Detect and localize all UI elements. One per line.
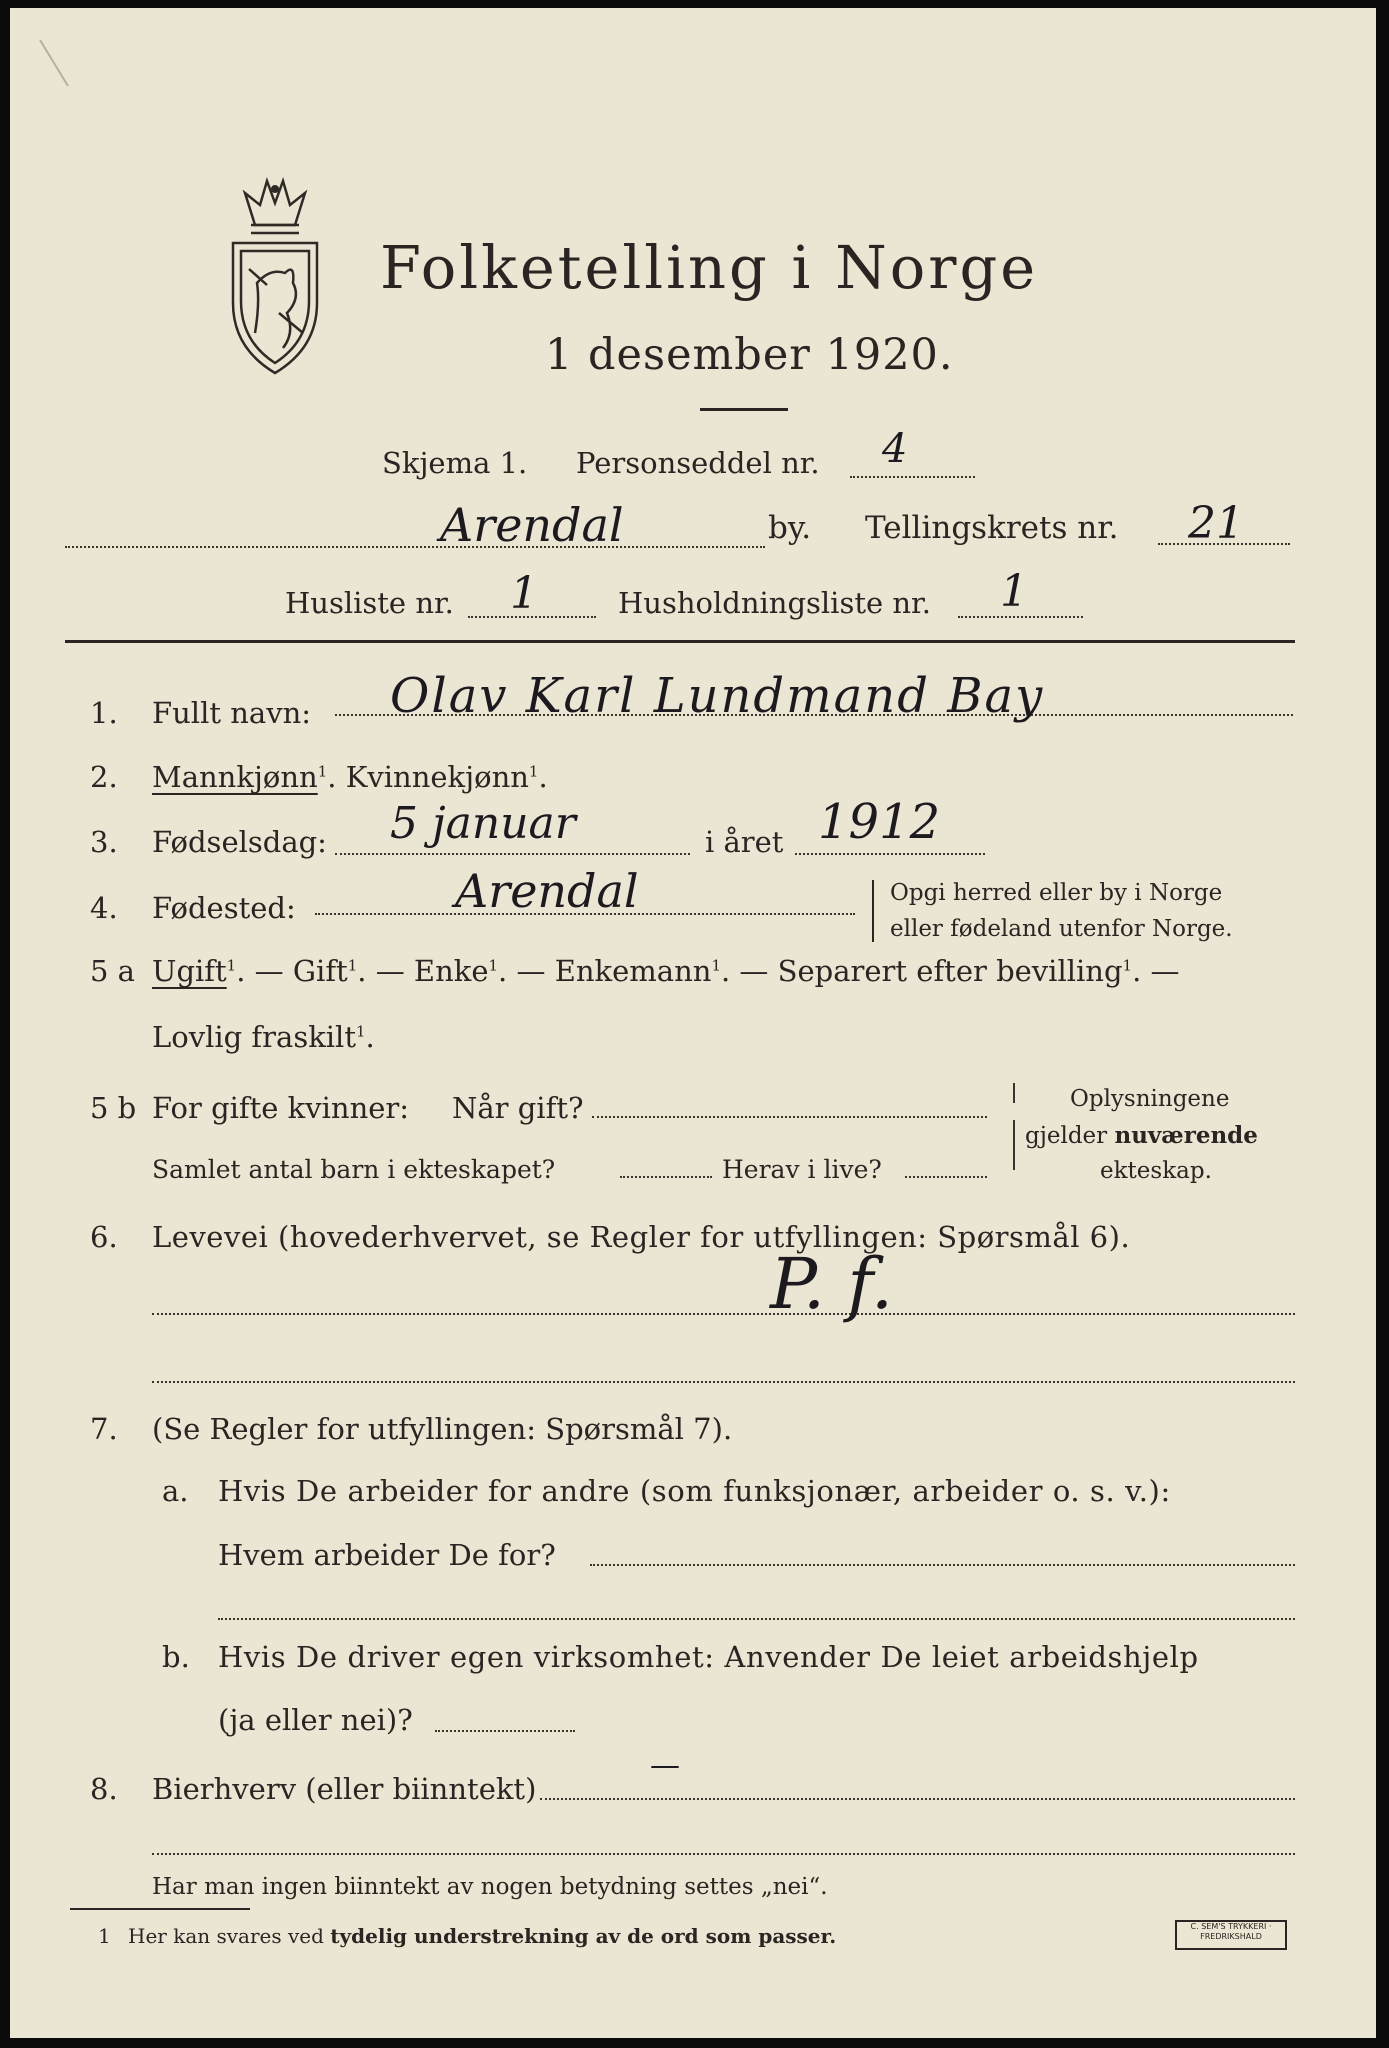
marital-fraskilt[interactable]: Lovlig fraskilt [152, 1020, 356, 1054]
q7b-question: (ja eller nei)? [218, 1703, 413, 1737]
q5b-divider [1013, 1083, 1015, 1103]
gender-period: . [538, 760, 548, 794]
title-divider [700, 408, 788, 411]
footnote-text-a: Her kan svares ved [128, 1924, 324, 1948]
footnote-ref: 1 [355, 1022, 366, 1041]
census-date: 1 desember 1920. [545, 330, 954, 380]
header-rule [65, 640, 1295, 643]
children-line[interactable] [620, 1176, 712, 1178]
hired-help-line[interactable] [435, 1730, 575, 1732]
side-income-line-2 [152, 1853, 1295, 1855]
q4-note-1: Opgi herred eller by i Norge [890, 880, 1223, 906]
coat-of-arms-icon [215, 173, 335, 378]
separator: — [254, 954, 284, 988]
footnote-ref: 1 [488, 956, 499, 975]
q7-label: (Se Regler for utfyllingen: Spørsmål 7). [152, 1412, 733, 1446]
q1-label: Fullt navn: [152, 696, 312, 730]
footnote-ref: 1 [347, 956, 358, 975]
separator: — [516, 954, 546, 988]
q5b-number: 5 b [90, 1091, 137, 1125]
gender-options [152, 760, 548, 794]
q7b-letter: b. [162, 1640, 190, 1674]
employer-line-2[interactable] [218, 1618, 1295, 1620]
husliste-label: Husliste nr. [285, 586, 454, 620]
footnote-ref: 1 [711, 956, 721, 975]
birthday-line [335, 853, 690, 855]
footnote-ref: 1 [528, 762, 539, 781]
marital-fraskilt-row: Lovlig fraskilt$^1$. [152, 1020, 375, 1054]
husliste-value[interactable]: 1 [510, 568, 538, 619]
q6-label: Levevei (hovederhvervet, se Regler for utfyllingen: Spørsmål 6). [152, 1220, 1131, 1254]
q7a-question: Hvem arbeider De for? [218, 1538, 556, 1572]
q8-number: 8. [90, 1772, 118, 1806]
marital-enkemann[interactable]: Enkemann [554, 954, 712, 988]
marital-ugift[interactable]: Ugift [152, 954, 227, 988]
separator: — [739, 954, 769, 988]
q4-label: Fødested: [152, 891, 296, 925]
tellingskrets-label: Tellingskrets nr. [865, 510, 1119, 546]
footnote-ref: 1 [317, 762, 328, 781]
gender-female[interactable]: Kvinnekjønn [345, 760, 529, 794]
q7a-letter: a. [162, 1474, 189, 1508]
q5a-number: 5 a [90, 954, 135, 988]
children-label: Samlet antal barn i ekteskapet? [152, 1155, 556, 1184]
footnote-number: 1 [98, 1924, 111, 1948]
side-income-line-1 [540, 1798, 1295, 1800]
q3-number: 3. [90, 825, 118, 859]
year-label: i året [705, 825, 784, 859]
occupation-value[interactable]: P. f. [770, 1243, 894, 1325]
marital-enke[interactable]: Enke [413, 954, 489, 988]
q5b-note-2a: gjelder [1025, 1123, 1108, 1149]
personseddel-line [850, 476, 975, 478]
side-income-value[interactable]: — [650, 1748, 680, 1783]
q1-number: 1. [90, 696, 118, 730]
personseddel-value[interactable]: 4 [882, 426, 908, 472]
printer-stamp: C. SEM'S TRYKKERI · FREDRIKSHALD [1175, 1920, 1287, 1950]
marital-separert[interactable]: Separert efter bevilling [777, 954, 1123, 988]
by-label: by. [768, 510, 812, 546]
footnote-rule [70, 1908, 250, 1910]
alive-label: Herav i live? [722, 1155, 882, 1184]
footnote-ref: 1 [1122, 956, 1133, 975]
married-when-label: Når gift? [452, 1091, 584, 1125]
full-name-value[interactable]: Olav Karl Lundmand Bay [390, 668, 1045, 724]
husholdning-label: Husholdningsliste nr. [618, 586, 931, 620]
schema-label: Skjema 1. [382, 446, 528, 480]
q8-label: Bierhverv (eller biinntekt) [152, 1772, 537, 1806]
gender-period: . [327, 760, 337, 794]
q2-number: 2. [90, 760, 118, 794]
folded-corner-icon [38, 38, 78, 88]
census-form [10, 8, 1376, 2038]
marital-options: Ugift$^1$. — Gift$^1$. — Enke$^1$. — Enkemann$^1$. — Separert efter bevilling$^1$. — [152, 954, 1180, 988]
q7b-text: Hvis De driver egen virksomhet: Anvender De leiet arbeidshjelp [218, 1640, 1199, 1674]
husholdning-value[interactable]: 1 [1000, 566, 1028, 617]
marital-gift[interactable]: Gift [292, 954, 348, 988]
q5b-note-3: ekteskap. [1100, 1158, 1212, 1184]
separator: — [1150, 954, 1180, 988]
separator: — [375, 954, 405, 988]
q6-number: 6. [90, 1220, 118, 1254]
personseddel-label: Personseddel nr. [576, 446, 820, 480]
q7-number: 7. [90, 1412, 118, 1446]
form-title: Folketelling i Norge [380, 233, 1039, 302]
q4-note-2: eller fødeland utenfor Norge. [890, 916, 1233, 942]
q5b-note-1: Oplysningene [1070, 1086, 1230, 1112]
birthplace-value[interactable]: Arendal [455, 864, 639, 918]
side-income-note: Har man ingen biinntekt av nogen betydning settes „nei“. [152, 1874, 828, 1900]
occupation-line-1 [152, 1313, 1295, 1315]
q4-number: 4. [90, 891, 118, 925]
by-line [65, 546, 765, 548]
year-line [795, 853, 985, 855]
birth-year-value[interactable]: 1912 [818, 794, 941, 850]
gender-male[interactable]: Mannkjønn [152, 760, 318, 794]
q4-brace [872, 880, 874, 942]
occupation-line-2 [152, 1381, 1295, 1383]
birthday-value[interactable]: 5 januar [390, 798, 576, 849]
footnote-ref: 1 [226, 956, 237, 975]
q5b-note-2 [1025, 1122, 1258, 1149]
by-value[interactable]: Arendal [440, 498, 624, 552]
footnote-text-b: tydelig understrekning av de ord som passer. [330, 1924, 837, 1948]
q5b-label: For gifte kvinner: [152, 1091, 410, 1125]
footnote-text [128, 1924, 836, 1948]
employer-line-1[interactable] [590, 1564, 1295, 1566]
tellingskrets-value[interactable]: 21 [1188, 498, 1244, 549]
q7a-text: Hvis De arbeider for andre (som funksjonær, arbeider o. s. v.): [218, 1474, 1171, 1508]
q5b-note-2b: nuværende [1114, 1122, 1258, 1149]
q5b-divider [1013, 1120, 1015, 1170]
married-when-line[interactable] [592, 1116, 987, 1118]
q3-label: Fødselsdag: [152, 825, 327, 859]
alive-line[interactable] [905, 1176, 987, 1178]
